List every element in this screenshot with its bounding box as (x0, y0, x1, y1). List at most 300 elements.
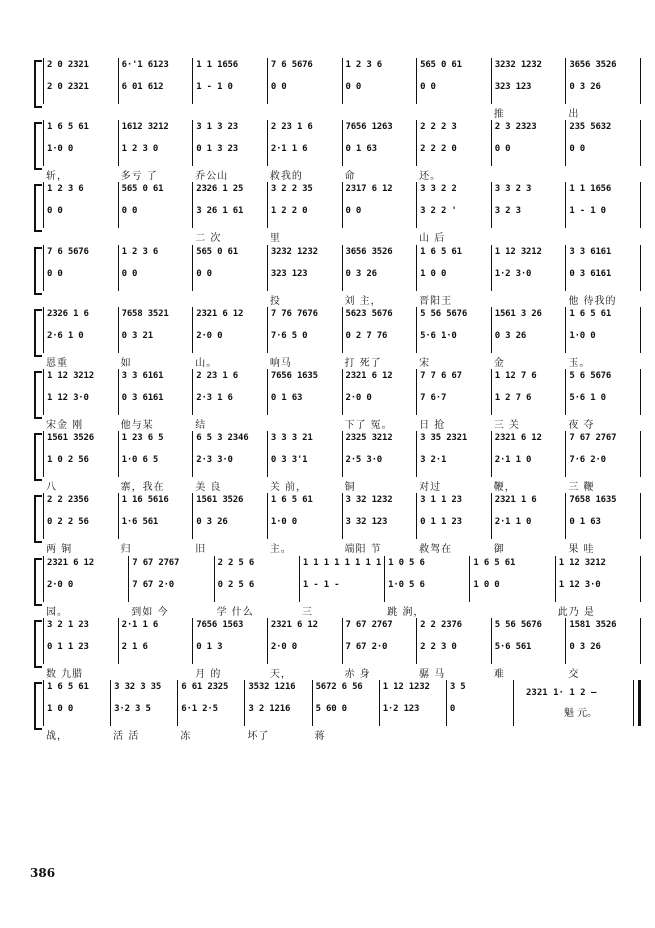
melody-notes: 1 6 5 61 (569, 308, 612, 319)
accompaniment-notes: 0 0 (47, 206, 63, 217)
accompaniment-notes: 7 67 2·0 (345, 641, 388, 652)
measure (119, 120, 194, 183)
melody-notes: 7 6 5676 (270, 60, 313, 70)
measure (193, 182, 268, 245)
score-system (34, 305, 641, 369)
measure (44, 58, 119, 104)
system-bracket (34, 122, 42, 170)
lyric-text: 归 (120, 544, 132, 556)
measure (129, 556, 214, 618)
measure (268, 182, 343, 245)
measure (417, 307, 492, 369)
accompaniment-notes: 0 1 3 (196, 641, 223, 652)
accompaniment-notes: 0 0 (345, 82, 362, 92)
lyric-text: 果 哇 (568, 544, 595, 556)
measure (44, 369, 119, 431)
measure (111, 680, 178, 742)
melody-notes: 2325 3212 (345, 433, 393, 444)
melody-notes: 2317 6 12 (345, 184, 393, 195)
melody-notes: 2321 6 12 (270, 619, 318, 630)
measure (44, 431, 119, 494)
lyric-text: 晋阳王 (419, 295, 453, 307)
measure (556, 556, 641, 618)
measure (492, 369, 567, 431)
accompaniment-notes: 0 3 26 (569, 641, 601, 652)
melody-notes: 1 1 1656 (196, 60, 238, 70)
melody-notes: 2326 1 6 (47, 308, 89, 319)
accompaniment-notes: 1·0 5 6 (388, 579, 425, 590)
accompaniment-notes: 1 2 7 6 (494, 393, 532, 403)
melody-notes: 1 2 3 6 (121, 246, 159, 257)
melody-notes: 7 76 7676 (270, 308, 318, 319)
melody-notes: 2321 6 12 (345, 371, 393, 381)
measure (119, 493, 194, 556)
lyric-text: 乔公山 (195, 171, 229, 183)
measure (119, 307, 194, 369)
melody-notes: 3 32 1232 (345, 495, 393, 506)
system-bracket (34, 247, 42, 295)
accompaniment-notes: 3 2·1 (420, 455, 447, 466)
accompaniment-notes: 5·6 1·0 (420, 330, 457, 341)
lyric-text: 交 (568, 668, 580, 680)
lyric-text: 寨，我在 (120, 482, 165, 494)
accompaniment-notes: 1·0 0 (270, 517, 297, 528)
melody-notes: 1 12 3212 (47, 371, 94, 381)
accompaniment-notes: 0 3 6161 (569, 268, 612, 279)
lyric-text: 到如 今 (131, 606, 169, 618)
measure (566, 307, 641, 369)
melody-notes: 6 61 2325 (181, 682, 229, 692)
system-bracket (34, 433, 42, 481)
measure (492, 618, 567, 680)
lyric-text: 宋 (419, 357, 431, 369)
melody-notes: 2 2 2356 (47, 495, 89, 506)
lyric-text: 关 前， (269, 482, 308, 494)
melody-notes: 6 5 3 2346 (196, 433, 249, 444)
melody-notes: 3 1 1 23 (420, 495, 462, 506)
lyric-text: 三 关 (493, 420, 520, 431)
lyric-text: 宋金 刚 (46, 420, 84, 431)
measure (215, 556, 300, 618)
accompaniment-notes: 1·0 6 5 (121, 455, 159, 466)
melody-notes: 1 6 5 61 (420, 246, 462, 257)
measure (417, 120, 492, 183)
accompaniment-notes: 0 1 63 (569, 517, 601, 528)
lyric-text: 山 后 (419, 233, 446, 245)
system-bracket (34, 60, 42, 108)
measure (492, 182, 567, 228)
melody-notes: 1 1 1656 (569, 184, 612, 195)
accompaniment-notes: 7·6 2·0 (569, 455, 606, 466)
measure (343, 307, 418, 369)
melody-notes: 1 2 3 6 (345, 60, 383, 70)
melody-notes: 1 0 5 6 (388, 557, 425, 568)
melody-notes: 2·1 1 6 (121, 619, 159, 630)
measure (193, 618, 268, 680)
measure (44, 493, 119, 556)
measure (119, 431, 194, 494)
accompaniment-notes: 2·3 1 6 (196, 393, 233, 403)
measure (44, 556, 129, 618)
measure (417, 58, 492, 104)
accompaniment-notes: 0 3 6161 (121, 393, 164, 403)
melody-notes: 3 3 2 3 (494, 184, 532, 195)
lyric-text: 两 铜 (46, 544, 73, 556)
score-system (34, 180, 641, 245)
accompaniment-notes: 0 3 26 (345, 268, 377, 279)
lyric-text: 命 (344, 171, 356, 183)
measure (193, 493, 268, 556)
measure (44, 120, 119, 183)
measure (193, 369, 268, 431)
measure (417, 431, 492, 494)
melody-notes: 1 16 5616 (121, 495, 169, 506)
accompaniment-notes: 2·3 3·0 (196, 455, 233, 466)
accompaniment-notes: 1 2 3 0 (121, 144, 159, 155)
measure (343, 120, 418, 183)
lyric-text: 还。 (419, 171, 442, 183)
melody-notes: 3 2 2 35 (270, 184, 313, 195)
accompaniment-notes: 2·1 1 0 (494, 455, 532, 466)
melody-notes: 3 32 3 35 (114, 682, 162, 692)
accompaniment-notes: 2 2 3 0 (420, 641, 457, 652)
lyric-text: 月 的 (195, 668, 222, 680)
accompaniment-notes: 1·2 3·0 (494, 268, 532, 279)
accompaniment-notes: 2·0 0 (196, 330, 223, 341)
measure (417, 182, 492, 245)
lyric-text: 日 抢 (419, 420, 446, 431)
lyric-text: 对过 (419, 482, 442, 494)
accompaniment-notes: 1 12 3·0 (47, 393, 89, 403)
melody-notes: 1 12 3212 (494, 246, 542, 257)
melody-notes: 5623 5676 (345, 308, 393, 319)
measure (119, 245, 194, 291)
measure (119, 618, 194, 664)
accompaniment-notes: 0 0 (420, 82, 436, 92)
lyric-text: 赤 身 (344, 668, 371, 680)
measure (417, 245, 492, 307)
accompaniment-notes: 0 0 (494, 144, 511, 155)
lyric-text: 金 (493, 357, 505, 369)
measure (566, 431, 641, 494)
final-barline (633, 680, 641, 726)
measure (119, 369, 194, 431)
measure (343, 182, 418, 228)
accompaniment-notes: 0 0 (47, 268, 63, 279)
accompaniment-notes: 7 67 2·0 (132, 579, 175, 590)
melody-notes: 2 2 2 3 (420, 122, 457, 133)
measure (417, 493, 492, 556)
melody-notes: 2 3 2323 (494, 122, 537, 133)
measure (343, 618, 418, 680)
melody-notes: 3232 1232 (494, 60, 542, 70)
accompaniment-notes: 2 0 2321 (47, 82, 89, 92)
measure (44, 680, 111, 742)
measure (492, 120, 567, 166)
measure (268, 618, 343, 680)
lyric-text: 夜 夺 (568, 420, 595, 431)
score-system (34, 616, 641, 680)
melody-notes: 1581 3526 (569, 619, 617, 630)
accompaniment-notes: 6 01 612 (121, 82, 164, 92)
lyric-text: 蒋 (314, 731, 326, 742)
measure (343, 58, 418, 104)
melody-notes: 3 2 1 23 (47, 619, 89, 630)
measure (492, 431, 567, 494)
accompaniment-notes: 2·1 1 6 (270, 144, 308, 155)
measure (566, 58, 641, 120)
accompaniment-notes: 3 2 3 (494, 206, 521, 217)
melody-notes: 3 3 6161 (569, 246, 612, 257)
accompaniment-notes: 0 3 26 (196, 517, 228, 528)
melody-notes: 2 2 2376 (420, 619, 462, 630)
measure (245, 680, 312, 742)
accompaniment-notes: 0 3 3'1 (270, 455, 308, 466)
lyric-text: 响马 (269, 357, 292, 369)
lyric-text: 骣 马 (419, 668, 446, 680)
accompaniment-notes: 6·1 2·5 (181, 704, 218, 714)
accompaniment-notes: 2·0 0 (270, 641, 297, 652)
measure (268, 431, 343, 494)
accompaniment-notes: 0 0 (270, 82, 287, 92)
measure (492, 58, 567, 120)
melody-notes: 1 6 5 61 (473, 557, 516, 568)
measure (447, 680, 514, 726)
accompaniment-notes: 3 32 123 (345, 517, 388, 528)
accompaniment-notes: 0 2 7 76 (345, 330, 388, 341)
melody-notes: 2 23 1 6 (270, 122, 313, 133)
score-system (34, 243, 641, 307)
measure (268, 120, 343, 183)
measure (268, 58, 343, 104)
accompaniment-notes: 2 1 6 (121, 641, 148, 652)
lyric-text: 园。 (46, 606, 68, 618)
measure (193, 120, 268, 183)
melody-notes: 1 12 3212 (558, 557, 606, 568)
measure (492, 245, 567, 291)
lyric-text: 鞭， (493, 482, 516, 494)
measure (417, 369, 492, 431)
measure (380, 680, 447, 726)
melody-notes: 1 12 7 6 (494, 371, 537, 381)
accompaniment-notes: 0 1 3 23 (196, 144, 238, 155)
melody-notes: 3 5 (449, 682, 466, 692)
accompaniment-notes: 0 1 1 23 (47, 641, 89, 652)
lyric-text: 铜 (344, 482, 356, 494)
accompaniment-notes: 3 2 1216 (248, 704, 291, 714)
lyric-text: 此乃 是 (557, 606, 595, 618)
lyric-text: 救我的 (269, 171, 303, 183)
melody-notes: 3 1 3 23 (196, 122, 238, 133)
accompaniment-notes: 0 2 2 56 (47, 517, 89, 528)
accompaniment-notes: 1·0 0 (569, 330, 596, 341)
melody-notes: 7656 1635 (270, 371, 318, 381)
measure (566, 369, 641, 431)
lyric-text: 主。 (269, 544, 292, 556)
lyric-text: 二 次 (195, 233, 222, 245)
lyric-text: 八 (46, 482, 57, 494)
lyric-text: 坏了 (247, 731, 270, 742)
melody-notes: 2321 6 12 (47, 557, 94, 568)
measure (343, 369, 418, 431)
measure (193, 245, 268, 291)
lyric-text: 斩， (46, 171, 68, 183)
score-system (34, 554, 641, 618)
melody-notes: 3232 1232 (270, 246, 318, 257)
melody-notes: 7 7 6 67 (420, 371, 462, 381)
measure (313, 680, 380, 742)
melody-notes: 3656 3526 (345, 246, 393, 257)
measure (193, 307, 268, 369)
melody-notes: 3 35 2321 (420, 433, 468, 444)
lyric-text: 多亏 了 (120, 171, 158, 183)
accompaniment-notes: 1 - 1 - (302, 579, 340, 590)
accompaniment-notes: 1·0 0 (47, 144, 74, 155)
measure (343, 245, 418, 307)
accompaniment-notes: 3 2 2 ' (420, 206, 457, 217)
accompaniment-notes: 5·6 561 (494, 641, 532, 652)
melody-notes: 5 6 5676 (569, 371, 612, 381)
melody-notes: 2321 6 12 (494, 433, 542, 444)
accompaniment-notes: 3 26 1 61 (196, 206, 244, 217)
lyric-text: 端阳 节 (344, 544, 382, 556)
system-bracket (34, 184, 42, 232)
accompaniment-notes: 323 123 (494, 82, 532, 92)
accompaniment-notes: 0 1 1 23 (420, 517, 462, 528)
accompaniment-notes: 1 0 0 (420, 268, 447, 279)
accompaniment-notes: 0 0 (196, 268, 212, 279)
accompaniment-notes: 1 - 1 0 (196, 82, 233, 92)
lyric-text: 玉。 (568, 357, 591, 369)
melody-notes: 5 56 5676 (494, 619, 542, 630)
system-bracket (34, 495, 42, 543)
accompaniment-notes: 1 0 2 56 (47, 455, 89, 466)
melody-notes: 1561 3 26 (494, 308, 542, 319)
measure (44, 182, 119, 228)
lyric-text: 如 (120, 357, 132, 369)
lyric-text: 打 死了 (344, 357, 382, 369)
lyric-text: 战， (46, 731, 68, 742)
accompaniment-notes: 0 3 26 (569, 82, 601, 92)
lyric-text: 刘 主， (344, 295, 382, 307)
melody-notes: 3 3 2 2 (420, 184, 457, 195)
lyric-text: 活 活 (113, 731, 140, 742)
melody-notes: 7 67 2767 (345, 619, 393, 630)
system-bracket (34, 558, 42, 606)
melody-notes: 1 1 1 1 1 1 1 1 (302, 557, 382, 568)
accompaniment-notes: 0 1 63 (270, 393, 303, 403)
measure (343, 493, 418, 556)
accompaniment-notes: 0 3 21 (121, 330, 153, 341)
system-bracket (34, 309, 42, 357)
lyric-text: 恩重 (46, 357, 68, 369)
melody-notes: 565 0 61 (121, 184, 164, 195)
melody-notes: 3656 3526 (569, 60, 617, 70)
lyric-text: 旧 (195, 544, 207, 556)
measure (193, 58, 268, 104)
measure (492, 493, 567, 556)
system-bracket (34, 620, 42, 668)
accompaniment-notes: 1 12 3·0 (558, 579, 601, 590)
measure (44, 618, 119, 680)
accompaniment-notes: 1·2 123 (382, 704, 420, 714)
lyric-text: 冻 (180, 731, 192, 742)
accompaniment-notes: 5 60 0 (315, 704, 347, 714)
melody-notes: 5672 6 56 (315, 682, 363, 692)
measure (566, 182, 641, 228)
accompaniment-notes: 2 2 2 0 (420, 144, 457, 155)
lyric-text: 三 鞭 (568, 482, 595, 494)
melody-notes: 2 0 2321 (47, 60, 89, 70)
accompaniment-notes: 0 0 (121, 268, 138, 279)
measure (44, 307, 119, 369)
accompaniment-notes: 2·6 1 0 (47, 330, 84, 341)
accompaniment-notes: 3·2 3 5 (114, 704, 151, 714)
measure (343, 431, 418, 494)
measure (300, 556, 385, 618)
measure (566, 618, 641, 680)
measure (119, 58, 194, 104)
lyric-text: 学 什么 (216, 606, 254, 618)
melody-notes: 2 23 1 6 (196, 371, 238, 381)
accompaniment-notes: 7·6 5 0 (270, 330, 308, 341)
score-system (34, 429, 641, 494)
lyric-text: 美 良 (195, 482, 222, 494)
lyric-text: 他 待我的 (568, 295, 617, 307)
score-system (34, 56, 641, 120)
measure (178, 680, 245, 742)
melody-notes: 1 6 5 61 (270, 495, 313, 506)
accompaniment-notes: 7 6·7 (420, 393, 447, 403)
measure (44, 245, 119, 291)
accompaniment-notes: 0 0 (121, 206, 138, 217)
accompaniment-notes: 1 - 1 0 (569, 206, 606, 217)
score-system (34, 118, 641, 183)
lyric-text: 结 (195, 420, 207, 431)
melody-notes: 7658 1635 (569, 495, 617, 506)
accompaniment-notes: 0 3 26 (494, 330, 527, 341)
measure (268, 245, 343, 307)
accompaniment-notes: 0 2 5 6 (217, 579, 255, 590)
lyric-text: 跳 涧， (387, 606, 425, 618)
lyric-text: 御 (493, 544, 505, 556)
accompaniment-notes: 5·6 1 0 (569, 393, 606, 403)
melody-notes: 2326 1 25 (196, 184, 244, 195)
accompaniment-notes: 0 (449, 704, 456, 714)
melody-notes: 7 6 5676 (47, 246, 89, 257)
melody-notes: 235 5632 (569, 122, 612, 133)
melody-notes: 7658 3521 (121, 308, 169, 319)
lyric-text: 下了 冤。 (344, 420, 393, 431)
measure (119, 182, 194, 228)
measure (193, 431, 268, 494)
measure (268, 369, 343, 415)
lyric-text: 三 (301, 606, 313, 618)
melody-notes: 1612 3212 (121, 122, 169, 133)
accompaniment-notes: 0 1 63 (345, 144, 377, 155)
lyric-text: 里 (269, 233, 281, 245)
lyric-text: 他与某 (120, 420, 154, 431)
system-bracket (34, 682, 42, 730)
lyric-text: 救驾在 (419, 544, 453, 556)
score-system (34, 491, 641, 556)
accompaniment-notes: 1·6 561 (121, 517, 159, 528)
measure (268, 307, 343, 369)
measure (385, 556, 470, 618)
melody-notes: 2321 1 6 (494, 495, 537, 506)
melody-notes: 7656 1263 (345, 122, 393, 133)
lyric-text: 山。 (195, 357, 218, 369)
